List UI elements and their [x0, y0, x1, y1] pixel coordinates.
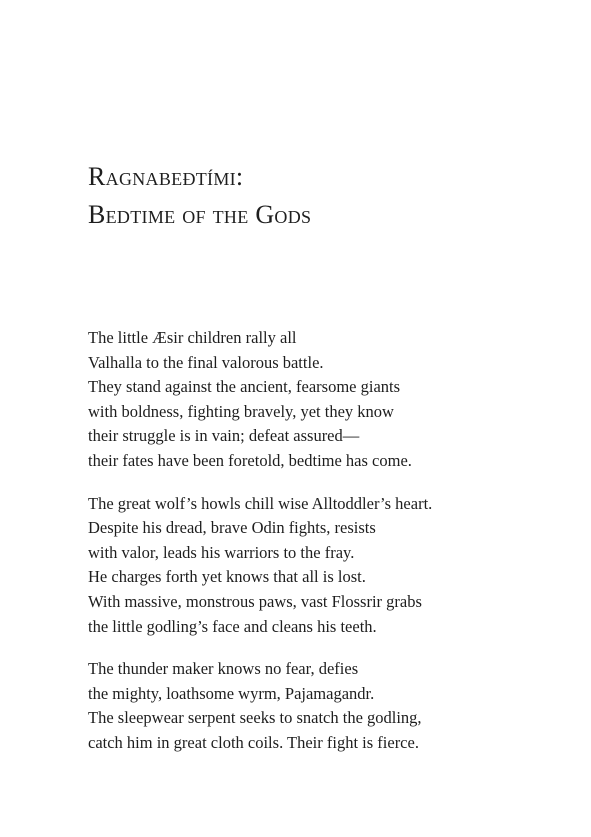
- verse-line: The thunder maker knows no fear, defies: [88, 659, 359, 679]
- verse-line: The little Æsir children rally all: [88, 328, 297, 347]
- verse-line: Despite his dread, brave Odin fights, resists: [88, 518, 376, 538]
- verse-line: The great wolf’s howls chill wise Alltoddler’s heart.: [88, 493, 433, 513]
- verse-line: their struggle is in vain; defeat assured—: [88, 426, 360, 446]
- verse-line: catch him in great cloth coils. Their fight is fierce.: [88, 732, 419, 752]
- stanza-1: [88, 326, 568, 474]
- verse-line: Valhalla to the final valorous battle.: [88, 352, 324, 372]
- verse-line: with boldness, fighting bravely, yet they know: [88, 401, 394, 421]
- title-line-2: Bedtime of the Gods: [88, 200, 312, 229]
- verse-line: The sleepwear serpent seeks to snatch the godling,: [88, 708, 422, 728]
- poem-body: [88, 326, 568, 774]
- verse-line: He charges forth yet knows that all is lost.: [88, 567, 366, 587]
- verse-line: their fates have been foretold, bedtime has come.: [88, 450, 412, 470]
- title-line-1: Ragnabeðtími:: [88, 162, 244, 191]
- stanza-3: [88, 657, 568, 755]
- stanza-2: [88, 492, 568, 640]
- verse-line: the mighty, loathsome wyrm, Pajamagandr.: [88, 683, 375, 703]
- poem-title: [88, 158, 548, 234]
- verse-line: With massive, monstrous paws, vast Flossrir grabs: [88, 591, 422, 611]
- verse-line: They stand against the ancient, fearsome giants: [88, 377, 401, 397]
- verse-line: the little godling’s face and cleans his teeth.: [88, 616, 377, 636]
- verse-line: with valor, leads his warriors to the fray.: [88, 542, 355, 562]
